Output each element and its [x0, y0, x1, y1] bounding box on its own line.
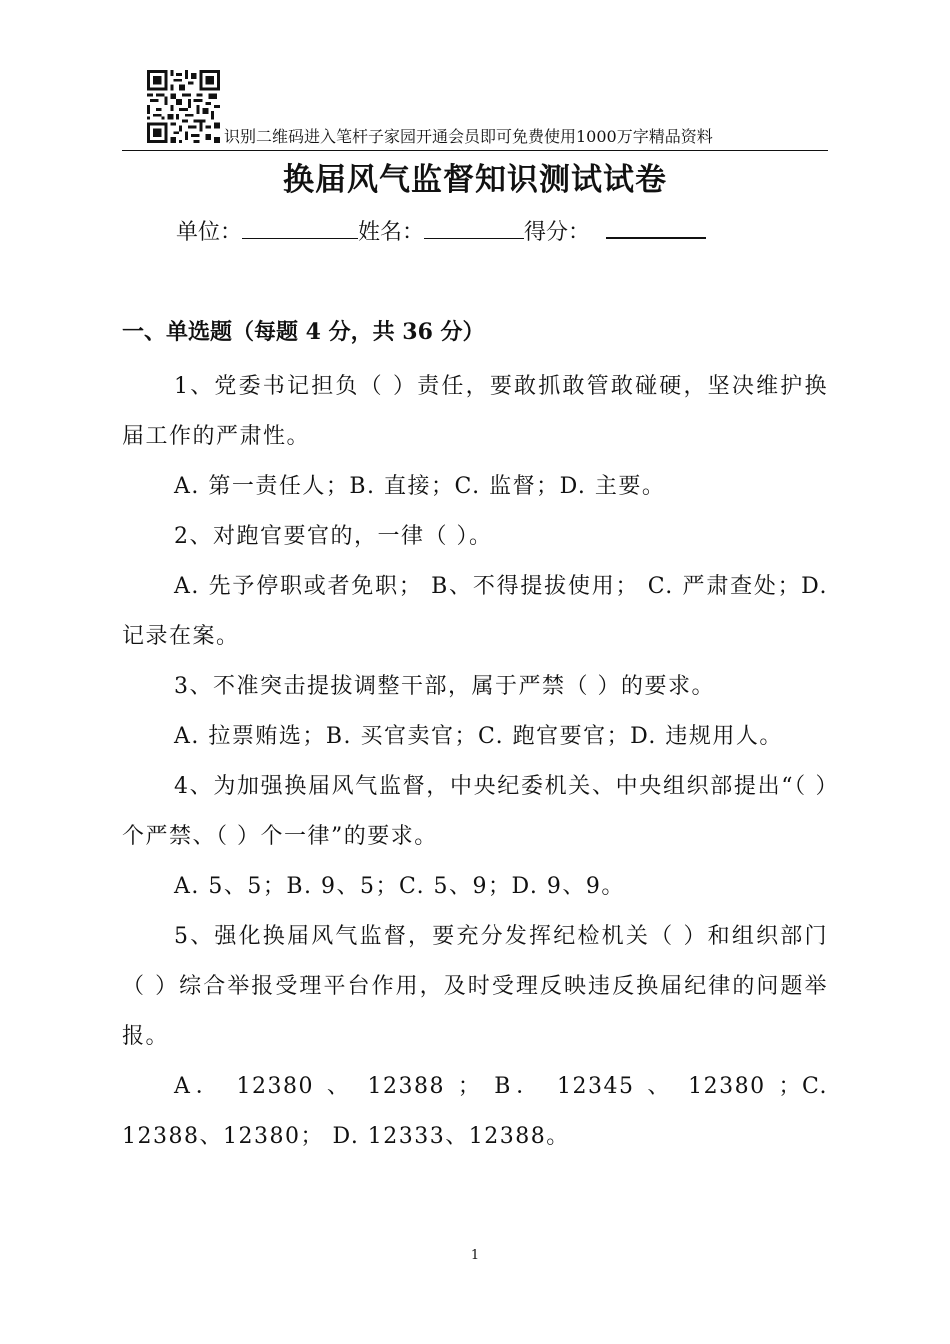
question-options-3: A. 拉票贿选；B. 买官卖官；C. 跑官要官；D. 违规用人。 — [174, 724, 783, 749]
header-promo-note: 识别二维码进入笔杆子家园开通会员即可免费使用1000万字精品资料 — [224, 127, 713, 146]
header-divider — [122, 150, 828, 151]
name-label: 姓名： — [358, 220, 425, 245]
question-list — [122, 362, 828, 1162]
qr-code-icon — [147, 70, 220, 143]
info-row — [176, 213, 706, 251]
page-title: 换届风气监督知识测试试卷 — [283, 162, 667, 198]
section-heading: 一、单选题（每题 4 分，共 36 分） — [122, 319, 485, 345]
question-stem-5: 5、强化换届风气监督，要充分发挥纪检机关（ ）和组织部门（ ）综合举报受理平台作用，及时受理反映违反换届纪律的问题举报。 — [122, 924, 828, 1049]
question-options-5: A． 12380 、 12388 ； B． 12345 、 12380 ；C. 12388、12380； D. 12333、12388。 — [122, 1074, 828, 1149]
name-blank — [424, 214, 524, 239]
score-label: 得分： — [524, 220, 591, 245]
unit-label: 单位： — [176, 220, 243, 245]
unit-blank — [242, 214, 358, 239]
page-number: 1 — [470, 1248, 480, 1263]
question-stem-1: 1、党委书记担负（ ）责任，要敢抓敢管敢碰硬，坚决维护换届工作的严肃性。 — [122, 374, 828, 449]
question-stem-4: 4、为加强换届风气监督，中央纪委机关、中央组织部提出“（ ）个严禁、（ ）个一律”的要求。 — [122, 774, 828, 849]
question-options-1: A. 第一责任人；B. 直接；C. 监督；D. 主要。 — [174, 474, 666, 499]
question-stem-3: 3、不准突击提拔调整干部，属于严禁（ ）的要求。 — [174, 674, 715, 699]
question-options-2: A. 先予停职或者免职； B、不得提拔使用； C. 严肃查处；D. 记录在案。 — [122, 574, 828, 649]
score-blank — [606, 213, 706, 239]
question-stem-2: 2、对跑官要官的，一律（ ）。 — [174, 524, 493, 549]
question-options-4: A. 5、5；B. 9、5；C. 5、9；D. 9、9。 — [174, 874, 625, 899]
